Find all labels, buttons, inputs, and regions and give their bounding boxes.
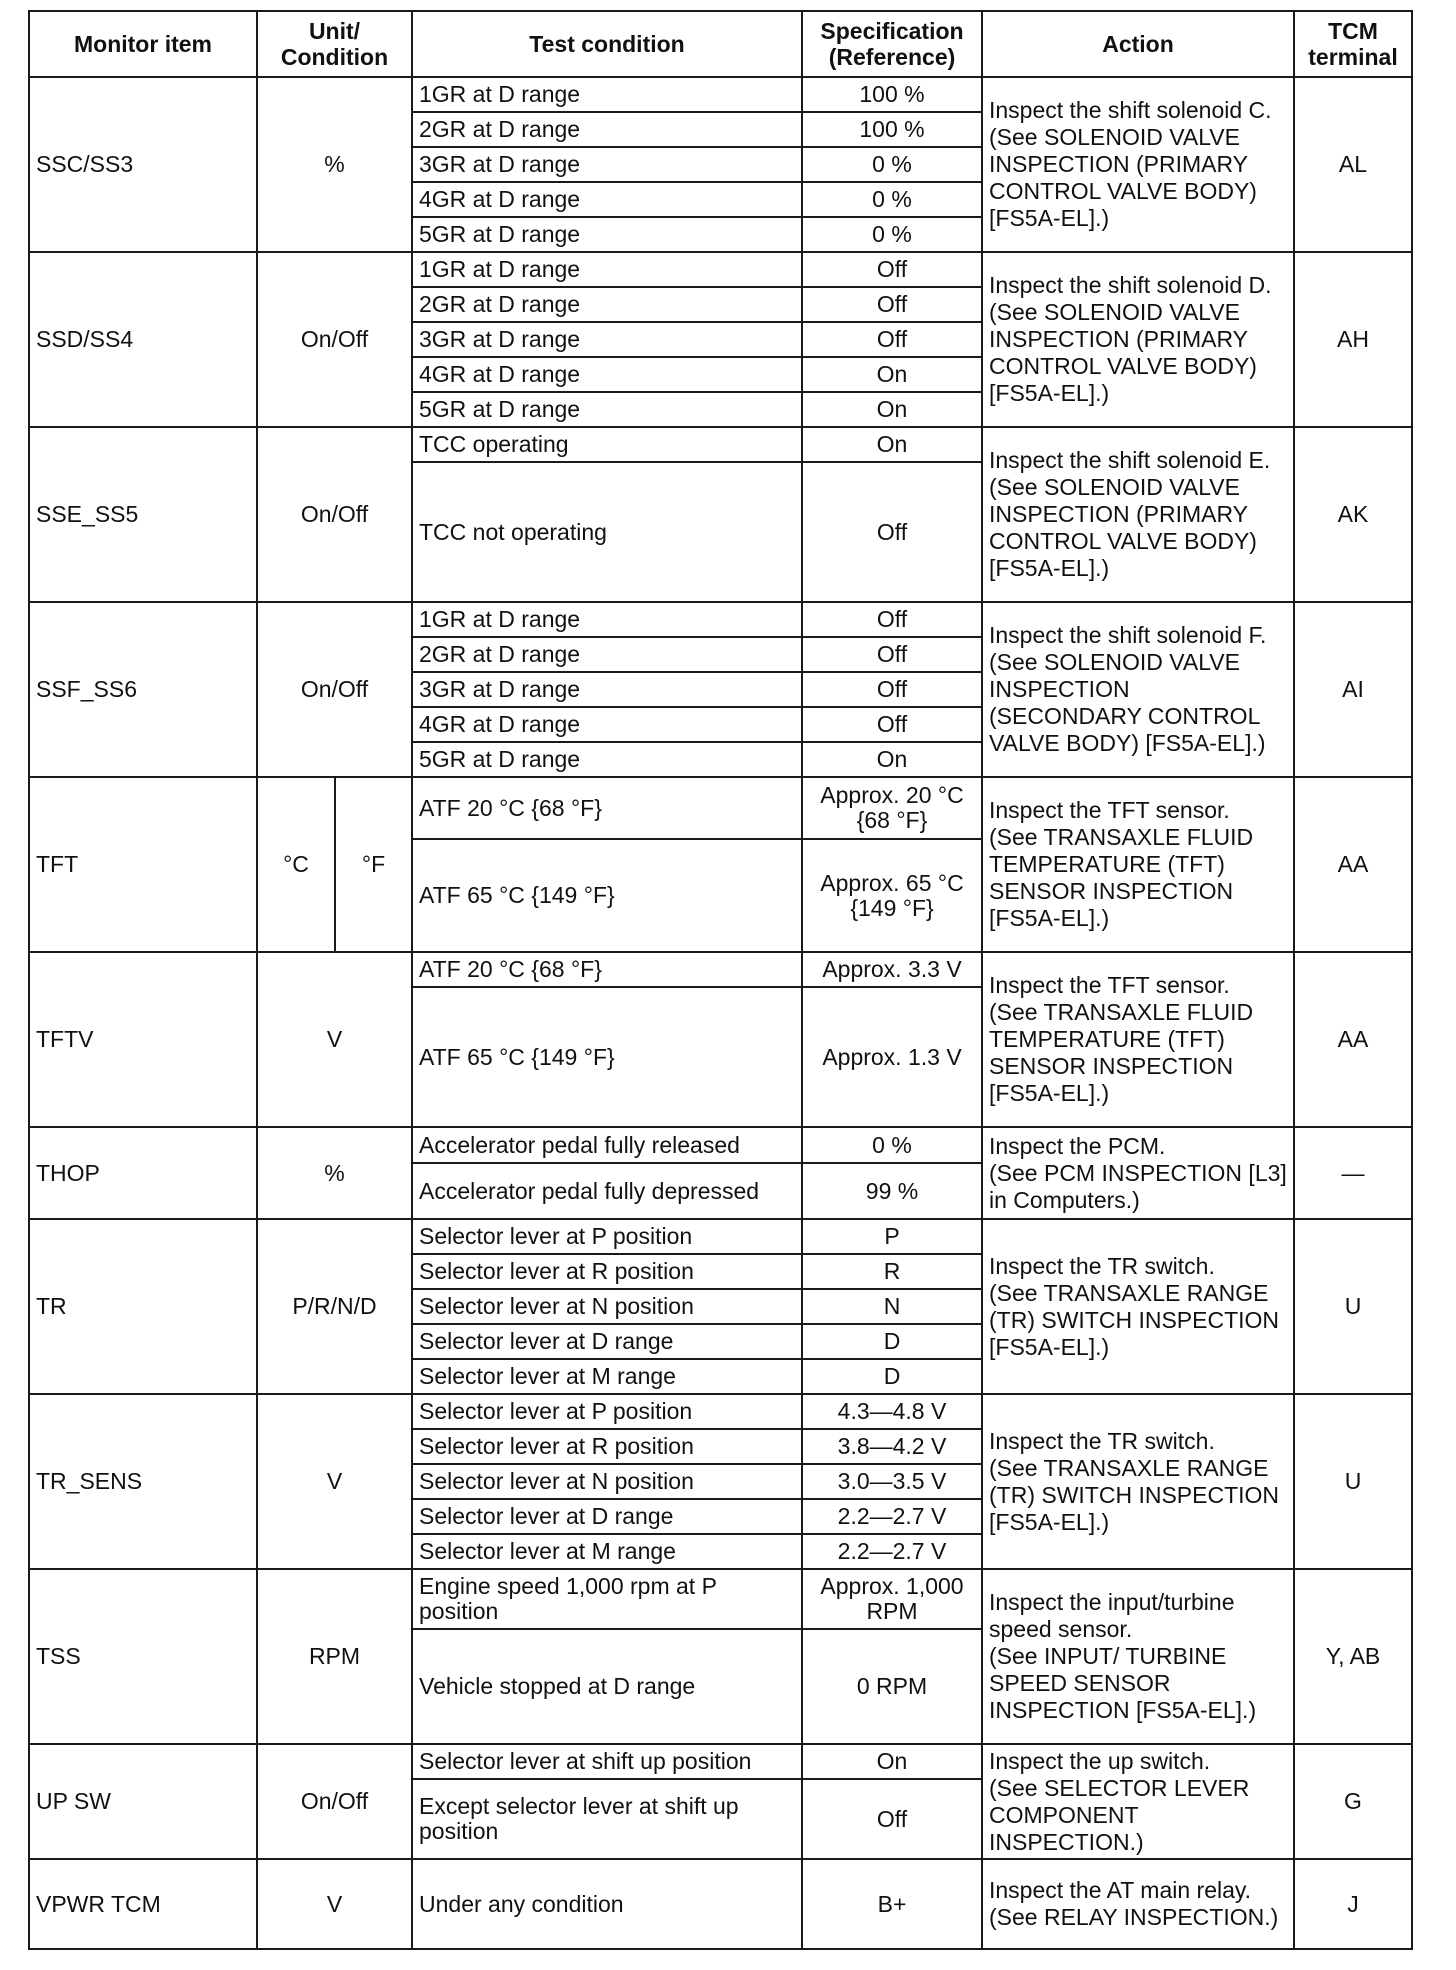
monitor-item: TSS xyxy=(29,1569,257,1744)
monitor-item: SSD/SS4 xyxy=(29,252,257,427)
specification: Off xyxy=(802,287,982,322)
monitor-item: TFTV xyxy=(29,952,257,1127)
tcm-terminal: AA xyxy=(1294,777,1412,952)
specification: Approx. 20 °C {68 °F} xyxy=(802,777,982,839)
specification: N xyxy=(802,1289,982,1324)
tcm-terminal: AK xyxy=(1294,427,1412,602)
unit-fahrenheit: °F xyxy=(335,777,412,952)
unit: V xyxy=(257,1859,412,1949)
tcm-terminal: — xyxy=(1294,1127,1412,1219)
test-condition: 1GR at D range xyxy=(412,252,802,287)
action: Inspect the shift solenoid D. (See SOLENOID VALVE INSPECTION (PRIMARY CONTROL VALVE BODY) [FS5A-EL].) xyxy=(982,252,1294,427)
unit: RPM xyxy=(257,1569,412,1744)
unit-celsius: °C xyxy=(257,777,335,952)
specification: On xyxy=(802,427,982,462)
tcm-terminal: U xyxy=(1294,1394,1412,1569)
monitor-item: SSF_SS6 xyxy=(29,602,257,777)
table-row xyxy=(29,1569,1412,1629)
action: Inspect the TR switch. (See TRANSAXLE RANGE (TR) SWITCH INSPECTION [FS5A-EL].) xyxy=(982,1219,1294,1394)
test-condition: 1GR at D range xyxy=(412,602,802,637)
test-condition: TCC operating xyxy=(412,427,802,462)
test-condition: 1GR at D range xyxy=(412,77,802,112)
specification: 0 % xyxy=(802,217,982,252)
specification: 0 RPM xyxy=(802,1629,982,1744)
specification: Off xyxy=(802,462,982,602)
test-condition: 3GR at D range xyxy=(412,147,802,182)
table-row xyxy=(29,1127,1412,1163)
table-row xyxy=(29,1394,1412,1429)
table-row xyxy=(29,77,1412,112)
table-row xyxy=(29,602,1412,637)
test-condition: Selector lever at R position xyxy=(412,1254,802,1289)
test-condition: 4GR at D range xyxy=(412,707,802,742)
specification: 100 % xyxy=(802,112,982,147)
tcm-terminal: J xyxy=(1294,1859,1412,1949)
tcm-terminal: Y, AB xyxy=(1294,1569,1412,1744)
specification: 0 % xyxy=(802,182,982,217)
header-test-condition: Test condition xyxy=(412,11,802,77)
specification: Off xyxy=(802,252,982,287)
table-row xyxy=(29,427,1412,462)
spec-document xyxy=(28,10,1413,1950)
action: Inspect the AT main relay. (See RELAY INSPECTION.) xyxy=(982,1859,1294,1949)
specification: Approx. 65 °C {149 °F} xyxy=(802,839,982,952)
tcm-terminal: AI xyxy=(1294,602,1412,777)
action: Inspect the shift solenoid E. (See SOLENOID VALVE INSPECTION (PRIMARY CONTROL VALVE BODY) [FS5A-EL].) xyxy=(982,427,1294,602)
test-condition: 5GR at D range xyxy=(412,217,802,252)
test-condition: TCC not operating xyxy=(412,462,802,602)
action: Inspect the up switch. (See SELECTOR LEVER COMPONENT INSPECTION.) xyxy=(982,1744,1294,1859)
test-condition: Vehicle stopped at D range xyxy=(412,1629,802,1744)
table-row xyxy=(29,1859,1412,1949)
specification: Approx. 3.3 V xyxy=(802,952,982,987)
unit: On/Off xyxy=(257,602,412,777)
header-action: Action xyxy=(982,11,1294,77)
test-condition: Selector lever at P position xyxy=(412,1394,802,1429)
unit: % xyxy=(257,77,412,252)
tcm-terminal: G xyxy=(1294,1744,1412,1859)
test-condition: Selector lever at N position xyxy=(412,1464,802,1499)
action: Inspect the shift solenoid F. (See SOLENOID VALVE INSPECTION (SECONDARY CONTROL VALVE BODY) [FS5A-EL].) xyxy=(982,602,1294,777)
action: Inspect the TR switch. (See TRANSAXLE RANGE (TR) SWITCH INSPECTION [FS5A-EL].) xyxy=(982,1394,1294,1569)
test-condition: Selector lever at R position xyxy=(412,1429,802,1464)
test-condition: 3GR at D range xyxy=(412,672,802,707)
action: Inspect the PCM. (See PCM INSPECTION [L3] in Computers.) xyxy=(982,1127,1294,1219)
action: Inspect the TFT sensor. (See TRANSAXLE FLUID TEMPERATURE (TFT) SENSOR INSPECTION [FS5A-EL].) xyxy=(982,777,1294,952)
header-specification: Specification (Reference) xyxy=(802,11,982,77)
action: Inspect the TFT sensor. (See TRANSAXLE FLUID TEMPERATURE (TFT) SENSOR INSPECTION [FS5A-EL].) xyxy=(982,952,1294,1127)
specification: 3.0—3.5 V xyxy=(802,1464,982,1499)
test-condition: 2GR at D range xyxy=(412,287,802,322)
specification: Off xyxy=(802,1779,982,1859)
specification: On xyxy=(802,1744,982,1779)
test-condition: 2GR at D range xyxy=(412,112,802,147)
specification: D xyxy=(802,1324,982,1359)
test-condition: Except selector lever at shift up position xyxy=(412,1779,802,1859)
specification: P xyxy=(802,1219,982,1254)
monitor-item: TFT xyxy=(29,777,257,952)
specification: 4.3—4.8 V xyxy=(802,1394,982,1429)
test-condition: 2GR at D range xyxy=(412,637,802,672)
unit: V xyxy=(257,952,412,1127)
test-condition: Selector lever at shift up position xyxy=(412,1744,802,1779)
unit: P/R/N/D xyxy=(257,1219,412,1394)
table-row xyxy=(29,1219,1412,1254)
specification: On xyxy=(802,742,982,777)
test-condition: ATF 65 °C {149 °F} xyxy=(412,987,802,1127)
monitor-item: THOP xyxy=(29,1127,257,1219)
test-condition: Selector lever at M range xyxy=(412,1359,802,1394)
specification: D xyxy=(802,1359,982,1394)
monitor-item: SSC/SS3 xyxy=(29,77,257,252)
header-monitor-item: Monitor item xyxy=(29,11,257,77)
tcm-terminal: AH xyxy=(1294,252,1412,427)
header-unit: Unit/ Condition xyxy=(257,11,412,77)
monitor-item: SSE_SS5 xyxy=(29,427,257,602)
test-condition: Selector lever at D range xyxy=(412,1499,802,1534)
test-condition: Selector lever at P position xyxy=(412,1219,802,1254)
test-condition: Under any condition xyxy=(412,1859,802,1949)
specification: R xyxy=(802,1254,982,1289)
specification: Off xyxy=(802,602,982,637)
test-condition: Selector lever at N position xyxy=(412,1289,802,1324)
monitor-item: TR_SENS xyxy=(29,1394,257,1569)
specification: 0 % xyxy=(802,1127,982,1163)
test-condition: Accelerator pedal fully depressed xyxy=(412,1163,802,1219)
test-condition: ATF 20 °C {68 °F} xyxy=(412,777,802,839)
tcm-terminal: AL xyxy=(1294,77,1412,252)
test-condition: 5GR at D range xyxy=(412,742,802,777)
unit: On/Off xyxy=(257,427,412,602)
unit: On/Off xyxy=(257,1744,412,1859)
header-row xyxy=(29,11,1412,77)
specification: 100 % xyxy=(802,77,982,112)
specification: 3.8—4.2 V xyxy=(802,1429,982,1464)
test-condition: ATF 65 °C {149 °F} xyxy=(412,839,802,952)
specification: Off xyxy=(802,707,982,742)
action: Inspect the shift solenoid C. (See SOLENOID VALVE INSPECTION (PRIMARY CONTROL VALVE BODY) [FS5A-EL].) xyxy=(982,77,1294,252)
unit: % xyxy=(257,1127,412,1219)
specification: 2.2—2.7 V xyxy=(802,1534,982,1569)
monitor-item: VPWR TCM xyxy=(29,1859,257,1949)
monitor-item: TR xyxy=(29,1219,257,1394)
tcm-terminal: AA xyxy=(1294,952,1412,1127)
table-row xyxy=(29,952,1412,987)
test-condition: Selector lever at M range xyxy=(412,1534,802,1569)
specification: On xyxy=(802,357,982,392)
tcm-terminal: U xyxy=(1294,1219,1412,1394)
test-condition: 3GR at D range xyxy=(412,322,802,357)
specification: Off xyxy=(802,672,982,707)
specification: 2.2—2.7 V xyxy=(802,1499,982,1534)
table-row xyxy=(29,777,1412,839)
specification: Approx. 1.3 V xyxy=(802,987,982,1127)
test-condition: Engine speed 1,000 rpm at P position xyxy=(412,1569,802,1629)
specification: 0 % xyxy=(802,147,982,182)
test-condition: 4GR at D range xyxy=(412,182,802,217)
header-tcm-terminal: TCM terminal xyxy=(1294,11,1412,77)
specification: Off xyxy=(802,322,982,357)
table-row xyxy=(29,252,1412,287)
specification: 99 % xyxy=(802,1163,982,1219)
table-row xyxy=(29,1744,1412,1779)
test-condition: 5GR at D range xyxy=(412,392,802,427)
specification: B+ xyxy=(802,1859,982,1949)
unit: On/Off xyxy=(257,252,412,427)
test-condition: 4GR at D range xyxy=(412,357,802,392)
unit: V xyxy=(257,1394,412,1569)
specification: On xyxy=(802,392,982,427)
monitor-item: UP SW xyxy=(29,1744,257,1859)
test-condition: ATF 20 °C {68 °F} xyxy=(412,952,802,987)
test-condition: Selector lever at D range xyxy=(412,1324,802,1359)
specification: Approx. 1,000 RPM xyxy=(802,1569,982,1629)
specification: Off xyxy=(802,637,982,672)
action: Inspect the input/turbine speed sensor. (See INPUT/ TURBINE SPEED SENSOR INSPECTION [FS5A-EL].) xyxy=(982,1569,1294,1744)
monitor-item-table xyxy=(28,10,1413,1950)
test-condition: Accelerator pedal fully released xyxy=(412,1127,802,1163)
